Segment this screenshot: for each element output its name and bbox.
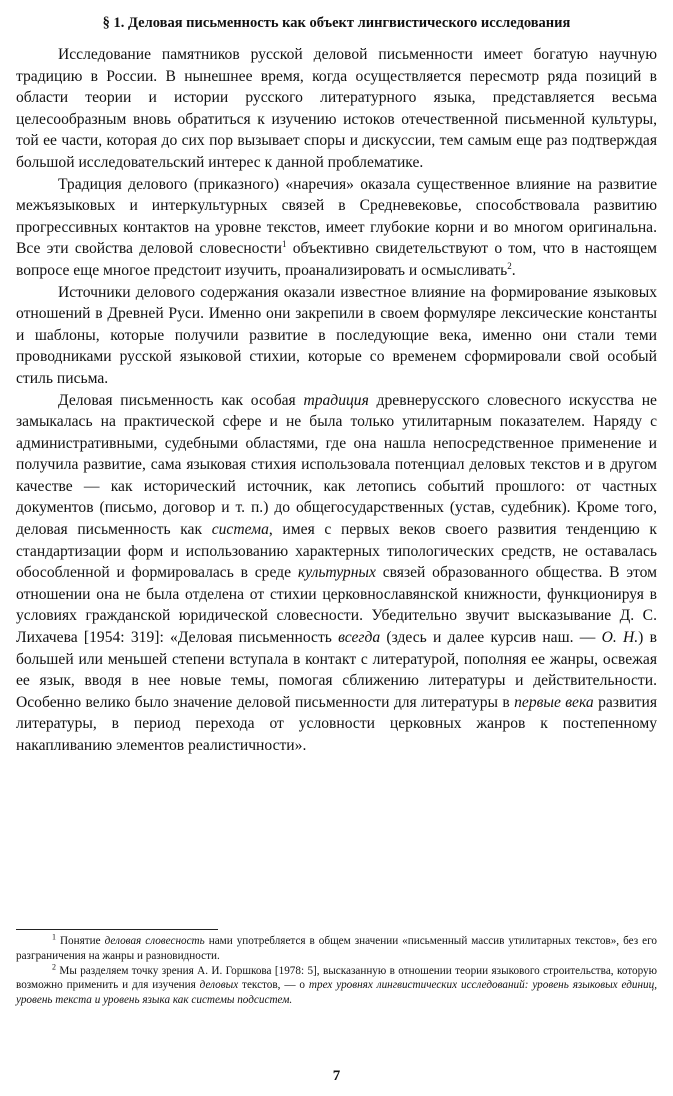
footnote-1-text-b: нами употребляется в общем значении «письменный массив утилитарных текстов», без его разграничения на жанры и разновидности. xyxy=(16,935,657,962)
italic-cultural: культурных xyxy=(297,564,376,582)
footnote-2 xyxy=(16,961,657,1008)
paragraph-2-text-b: объективно свидетельствуют о том, что в настоящем вопросе еще многое предстоит изучить, проанализировать и осмысливать xyxy=(16,240,657,279)
paragraph-1 xyxy=(16,44,657,174)
footnote-2-number: 2 xyxy=(52,961,56,971)
italic-always: всегда xyxy=(338,629,381,647)
footnote-1-number: 1 xyxy=(52,932,56,942)
italic-author-initials: О. Н. xyxy=(601,629,639,647)
paragraph-4-text-f: ) в большей или меньшей степени вступала в контакт с литературой, пополняя ее жанры, освежая ее язык, вводя в нее новые темы, помогая сближению литературы и действительности. Особенно велико было значение деловой письменности для литературы в xyxy=(16,629,657,711)
paragraph-2 xyxy=(16,174,657,282)
italic-first-centuries: первые века xyxy=(514,693,594,711)
footnote-2-text-b: текстов, — о xyxy=(238,979,309,992)
footnote-ref-2[interactable]: 2 xyxy=(507,260,512,271)
footnote-ref-1[interactable]: 1 xyxy=(281,239,287,250)
section-heading: § 1. Деловая письменность как объект лингвистического исследования xyxy=(102,15,571,31)
paragraph-4-text-e: (здесь и далее курсив наш. — xyxy=(380,629,602,647)
page-number: 7 xyxy=(332,1068,341,1084)
paragraph-1-text: Исследование памятников русской деловой письменности имеет богатую научную традицию в России. В нынешнее время, когда осуществляется пересмотр ряда позиций в области теории и истории русского литературного языка, представляется весьма целесообразным вновь обратиться к изучению истоков отечественной письменной культуры, той ее части, которая до сих пор вызывает споры и дискуссии, тем самым еще раз подтверждая большой исследовательский интерес к данной проблематике. xyxy=(16,46,657,171)
paragraph-2-text-a: Традиция делового (приказного) «наречия» оказала существенное влияние на развитие межъязыковых и интеркультурных связей в Средневековье, способствовала развитию прогрессивных контактов на уровне текстов, имеет глубокие корни и во многом оригинальна. Все эти свойства деловой словесности xyxy=(16,175,657,258)
paragraph-2-text-c: . xyxy=(511,261,516,279)
footnote-1-italic: деловая словесность xyxy=(104,935,205,947)
footnote-2-italic-b: трех уровнях лингвистических исследований: уровень языковых единиц, уровень текста и уровень языка как системы подсистем. xyxy=(16,979,657,1007)
italic-tradition: традиция xyxy=(303,391,369,409)
paragraph-4-text-g: развития литературы, в период перехода от условности церковных жанров к постепенному накапливанию элементов реалистичности». xyxy=(16,693,657,754)
paragraph-3 xyxy=(16,282,657,390)
footnote-divider xyxy=(16,929,218,930)
paragraph-4-text-d: связей образованного общества. В этом отношении она не была отделена от стихии церковнославянской книжности, функционируя в условиях гражданской юридической словесности. Убедительно звучит высказывание Д. С. Лихачева [1954: 319]: «Деловая письменность xyxy=(16,564,657,647)
italic-system: система xyxy=(211,521,269,539)
paragraph-4 xyxy=(16,390,657,757)
paragraph-4-text-b: древнерусского словесного искусства не замыкалась на практической сфере и не была только утилитарным показателем. Наряду с административными, судебными областями, где она нашла непосредственное применение и получила развитие, сама языковая стихия использовала потенциал деловых текстов и в другом качестве — как исторический источник, как летопись событий прошлого: от частных документов (письмо, договор и т. п.) до общегосударственных (устав, судебник). Кроме того, деловая письменность как xyxy=(16,391,657,539)
paragraph-4-text-c: , имея с первых веков своего развития тенденцию к стандартизации форм и использованию характерных типологических средств, не оставалась обособленной и формировалась в среде xyxy=(16,521,658,582)
footnote-2-italic-a: деловых xyxy=(199,979,239,992)
paragraph-4-text-a: Деловая письменность как особая xyxy=(58,391,304,409)
paragraph-3-text: Источники делового содержания оказали известное влияние на формирование языковых отношений в Древней Руси. Именно они закрепили в своем формуляре лексические константы и шаблоны, которые получили развитие в последующие века, именно они стали теми проводниками русской языковой стихии, которые со временем сформировали свой особый стиль письма. xyxy=(16,283,657,387)
footnote-1-text-a: Понятие xyxy=(56,935,105,947)
footnote-2-text-a: Мы разделяем точку зрения А. И. Горшкова [1978: 5], высказанную в отношении теории языкового строительства, которую возможно применить и для изучения xyxy=(16,964,657,992)
footnotes xyxy=(16,934,657,1008)
footnote-1 xyxy=(16,934,657,964)
page-body xyxy=(16,14,657,757)
